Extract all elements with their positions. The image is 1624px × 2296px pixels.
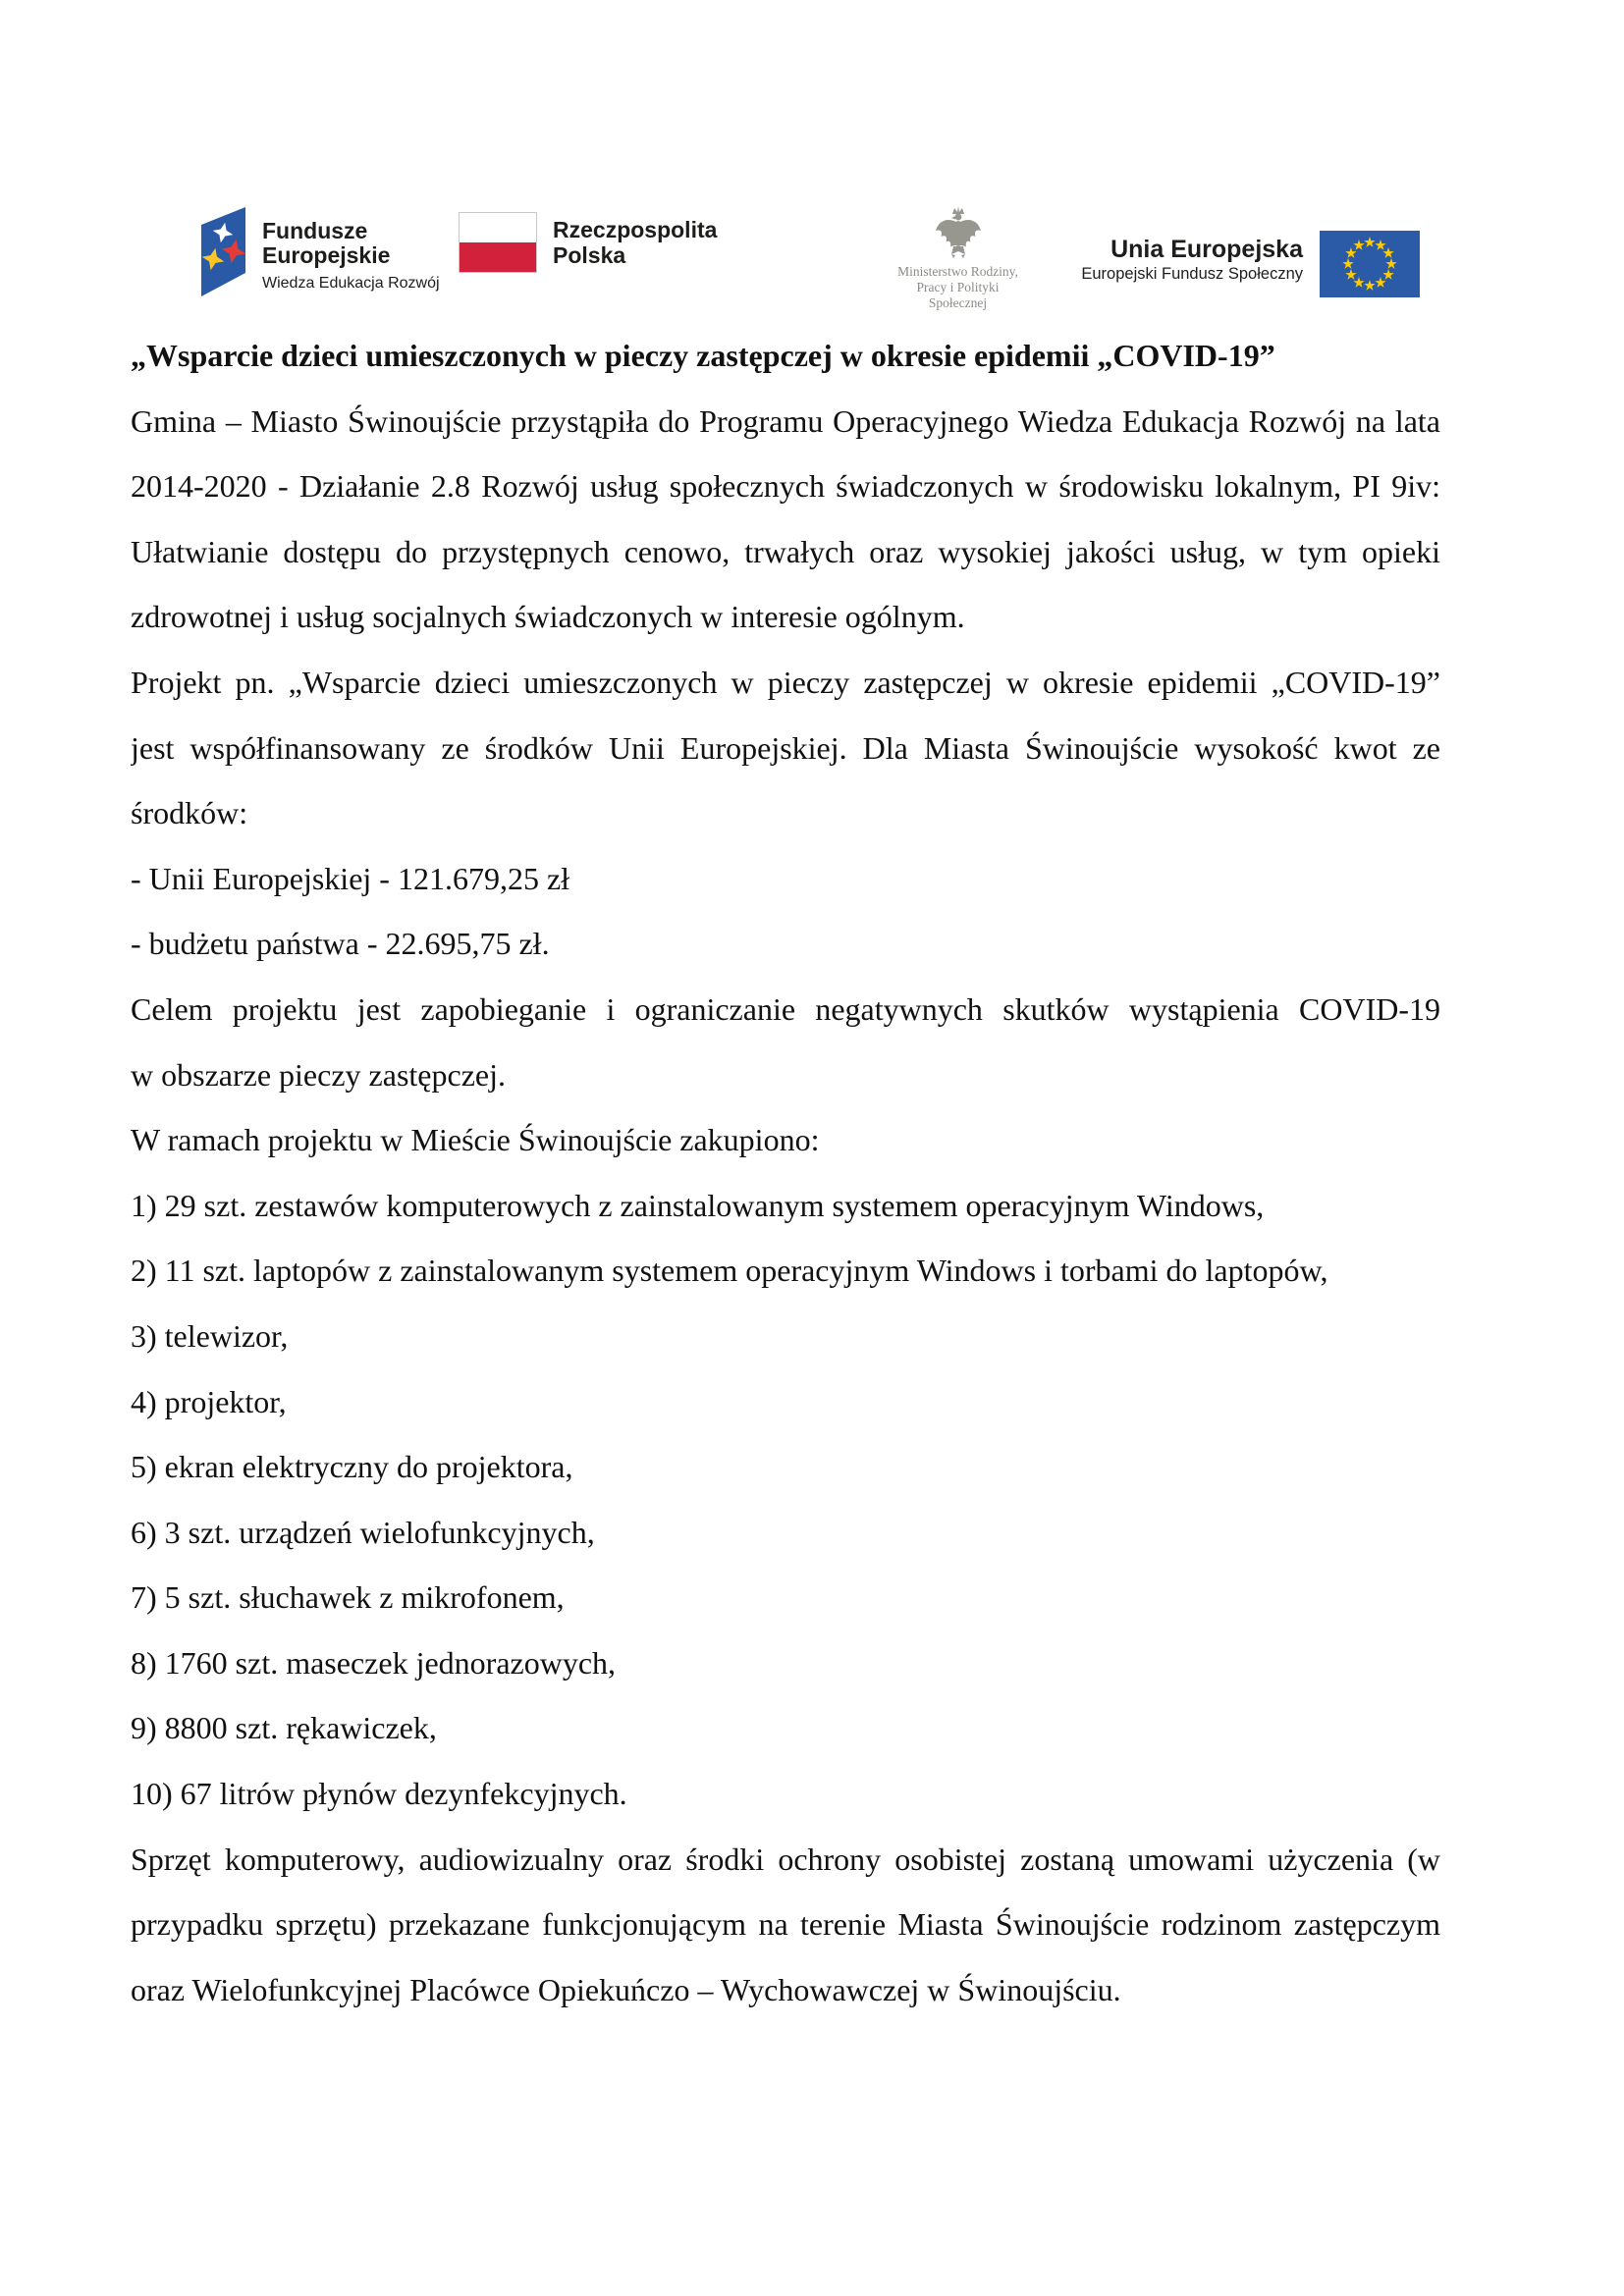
pl-text-line2: Polska xyxy=(553,242,626,268)
document-line: 9) 8800 szt. rękawiczek, xyxy=(131,1710,437,1746)
document-line: Projekt pn. „Wsparcie dzieci umieszczonych w pieczy zastępczej w okresie epidemii „COVID-19” xyxy=(131,664,1440,700)
document-line: 2014-2020 - Działanie 2.8 Rozwój usług społecznych świadczonych w środowisku lokalnym, PI 9iv: xyxy=(131,468,1440,505)
document-line: Ułatwianie dostępu do przystępnych cenowo, trwałych oraz wysokiej jakości usług, w tym opieki xyxy=(131,533,1440,569)
document-line: 7) 5 szt. słuchawek z mikrofonem, xyxy=(131,1579,565,1616)
document-line: 3) telewizor, xyxy=(131,1317,289,1354)
document-title: „Wsparcie dzieci umieszczonych w pieczy zastępczej w okresie epidemii „COVID-19” xyxy=(131,338,1275,373)
logo-strip xyxy=(0,0,1624,324)
document-line: Sprzęt komputerowy, audiowizualny oraz środki ochrony osobistej zostaną umowami użyczenia (w xyxy=(131,1841,1440,1877)
poland-flag-icon xyxy=(459,212,537,273)
logo-ministerstwo xyxy=(887,205,1029,311)
logo-fundusze-europejskie xyxy=(201,207,440,296)
document-line: w obszarze pieczy zastępczej. xyxy=(131,1056,506,1093)
document-line: 2) 11 szt. laptopów z zainstalowanym systemem operacyjnym Windows i torbami do laptopów, xyxy=(131,1253,1328,1289)
document-line: Celem projektu jest zapobieganie i ograniczanie negatywnych skutków wystąpienia COVID-19 xyxy=(131,990,1440,1027)
document-line: 10) 67 litrów płynów dezynfekcyjnych. xyxy=(131,1776,627,1812)
document-line: Gmina – Miasto Świnoujście przystąpiła do Programu Operacyjnego Wiedza Edukacja Rozwój na lata xyxy=(131,402,1440,439)
ministry-text-line2: Pracy i Polityki Społecznej xyxy=(916,280,1000,310)
logo-unia-europejska xyxy=(1056,231,1420,297)
document-line: zdrowotnej i usług socjalnych świadczonych w interesie ogólnym. xyxy=(131,599,965,635)
document-line: 1) 29 szt. zestawów komputerowych z zainstalowanym systemem operacyjnym Windows, xyxy=(131,1187,1265,1223)
eu-flag-icon xyxy=(1320,231,1420,297)
fe-title-line2: Europejskie xyxy=(262,242,391,268)
document-line: środków: xyxy=(131,795,248,831)
document-line: oraz Wielofunkcyjnej Placówce Opiekuńczo – Wychowawczej w Świnoujściu. xyxy=(131,1971,1121,2007)
document-line: przypadku sprzętu) przekazane funkcjonującym na terenie Miasta Świnoujście rodzinom zastępczym xyxy=(131,1906,1440,1943)
pl-text-line1: Rzeczpospolita xyxy=(553,217,718,242)
document-line: W ramach projektu w Mieście Świnoujście zakupiono: xyxy=(131,1122,820,1158)
document-body xyxy=(131,323,1440,2022)
fe-flag-icon xyxy=(201,207,247,296)
document-paragraphs xyxy=(131,389,1440,2023)
document-line: jest współfinansowany ze środków Unii Europejskiej. Dla Miasta Świnoujście wysokość kwot ze xyxy=(131,729,1440,766)
logo-rzeczpospolita-polska xyxy=(459,212,717,273)
document-line: - budżetu państwa - 22.695,75 zł. xyxy=(131,926,550,962)
document-line: 4) projektor, xyxy=(131,1383,287,1419)
ministry-text xyxy=(887,264,1029,311)
document-line: - Unii Europejskiej - 121.679,25 zł xyxy=(131,860,570,896)
eu-text-line2: Europejski Fundusz Społeczny xyxy=(1081,265,1303,283)
eu-text-line1: Unia Europejska xyxy=(1110,236,1303,263)
eu-logo-text xyxy=(1056,231,1303,284)
fe-logo-text xyxy=(262,207,440,293)
eagle-icon xyxy=(932,205,985,260)
fe-title-line1: Fundusze xyxy=(262,218,368,243)
document-line: 8) 1760 szt. maseczek jednorazowych, xyxy=(131,1644,617,1681)
document-line: 5) ekran elektryczny do projektora, xyxy=(131,1449,573,1485)
pl-logo-text xyxy=(553,217,717,268)
document-line: 6) 3 szt. urządzeń wielofunkcyjnych, xyxy=(131,1514,595,1550)
fe-subtitle: Wiedza Edukacja Rozwój xyxy=(262,275,440,292)
ministry-text-line1: Ministerstwo Rodziny, xyxy=(897,264,1018,279)
